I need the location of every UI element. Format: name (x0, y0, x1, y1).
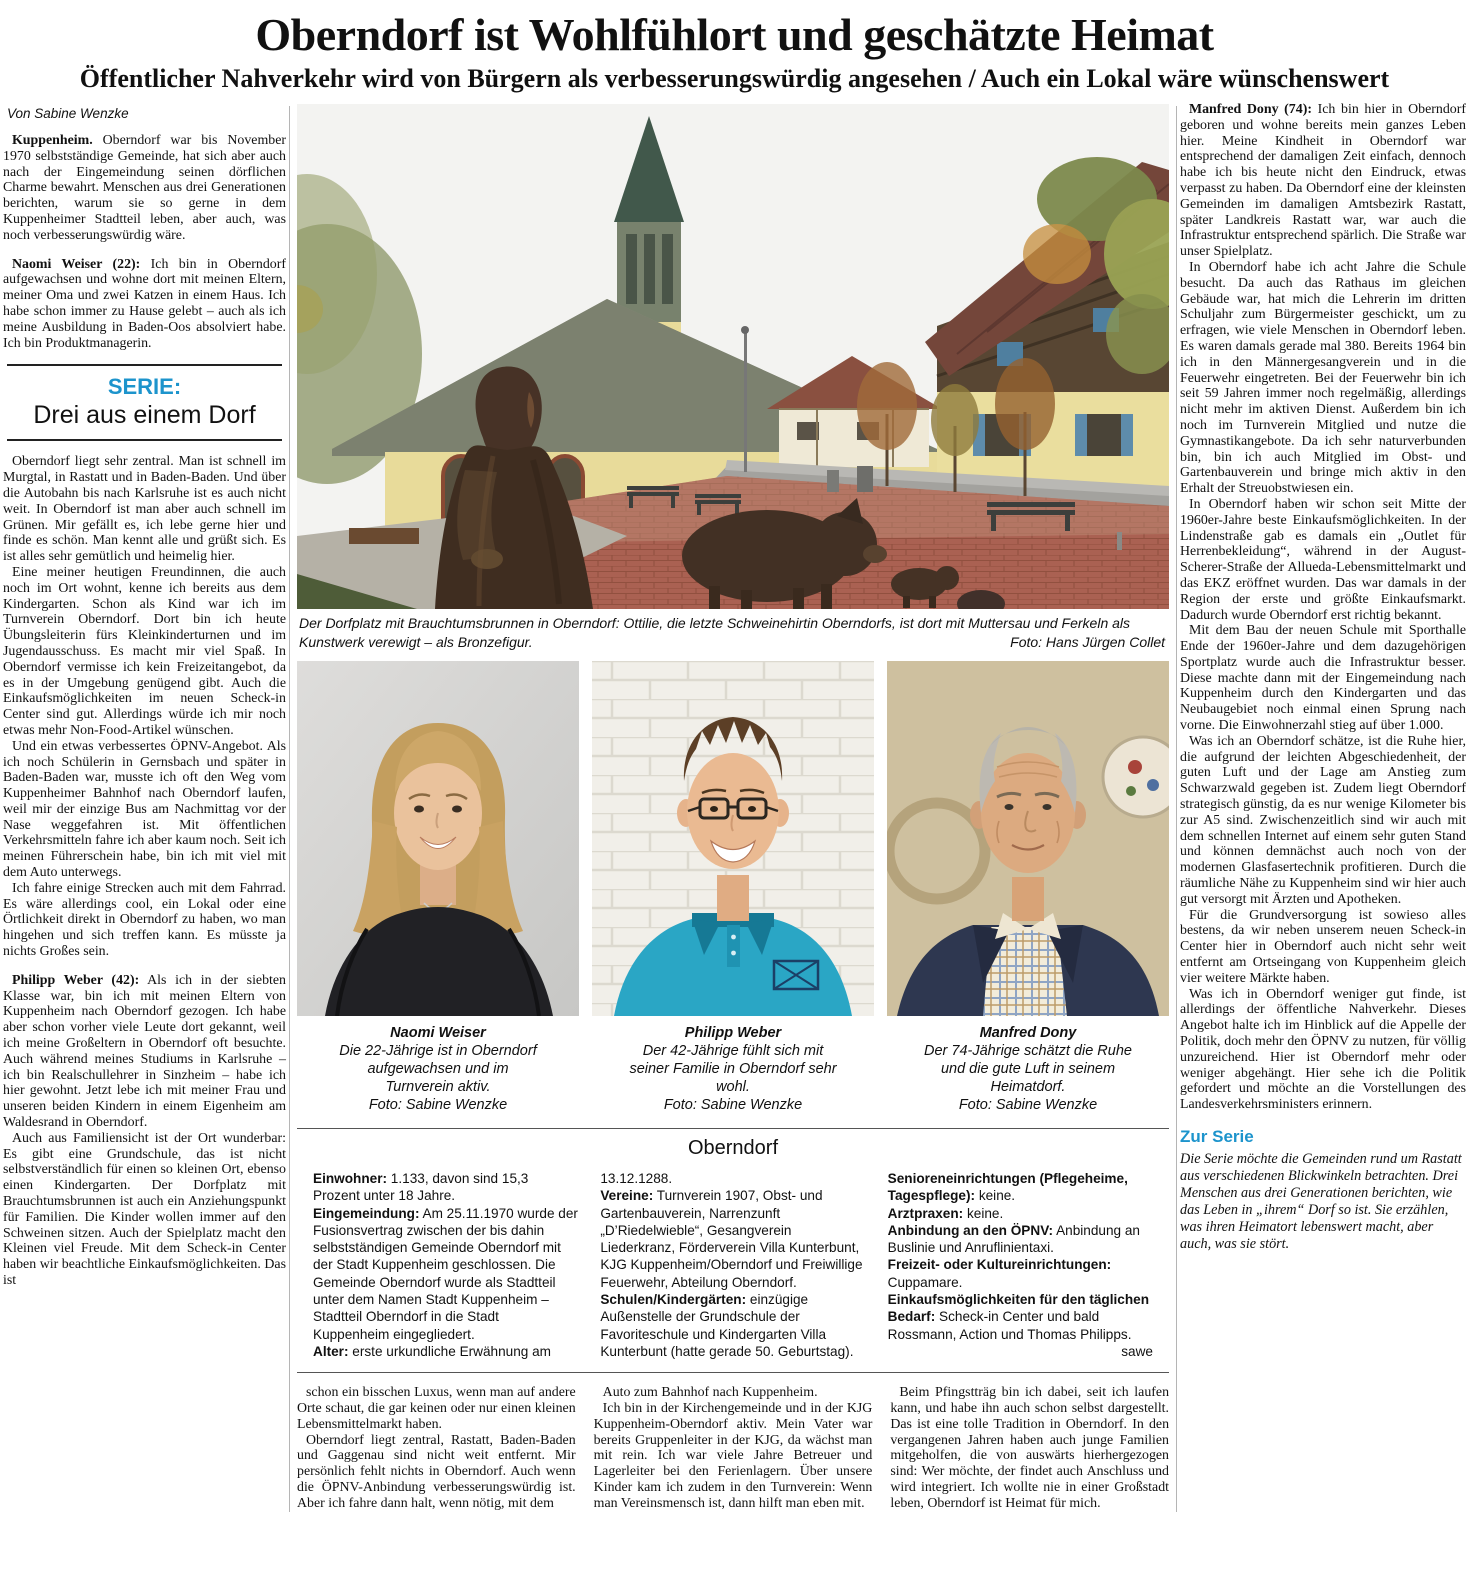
fact-entry: Einwohner: 1.133, davon sind 15,3 Prozent unter 18 Jahre. (313, 1171, 529, 1204)
right-column (1180, 102, 1466, 1512)
series-info-text: Die Serie möchte die Gemeinden rund um Rastatt aus verschiedenen Blickwinkeln betrachten. Drei Menschen aus drei Generationen berichten, wie das Leben in „ihrem“ Dorf so ist. Sie erzählen, was ihren Heimatort lebenswert macht, aber auch, was sie stört. (1180, 1151, 1462, 1252)
paragraph-lead: Philipp Weber (42): (12, 972, 140, 988)
fact-entry: 13.12.1288. (600, 1171, 673, 1186)
photo-credit: Foto: Hans Jürgen Collet (1002, 633, 1165, 652)
photo-caption-text: Der Dorfplatz mit Brauchtumsbrunnen in Oberndorf: Ottilie, die letzte Schweinehirtin Oberndorfs, ist dort mit Muttersau und Ferkeln als Kunstwerk verewigt – als Bronzefigur. (299, 615, 1131, 650)
article-paragraph: Philipp Weber (42): Als ich in der siebten Klasse war, bin ich mit meinen Eltern von Kuppenheim nach Oberndorf gezogen. Ich habe aber schon vorher viele Leute dort gekannt, weil ich meine Großeltern in Oberndorf oft besuchte. Auch während meines Studiums in Karlsruhe – ich bin Realschullehrer in Sinzheim – habe ich hier gewohnt. Jetzt lebe ich mit meiner Frau und unseren beiden Kindern in einem Eigenheim am Waldesrand in Oberndorf. (3, 972, 287, 1131)
fact-box-column (888, 1170, 1153, 1360)
fact-box-column (313, 1170, 578, 1360)
fact-entry: Einkaufsmöglichkeiten für den täglichen Bedarf: Scheck-in Center und bald Rossmann, Action und Thomas Philipps. sawe (887, 1292, 1153, 1359)
fact-box (297, 1128, 1169, 1373)
fact-entry: Arztpraxen: keine. (887, 1205, 1004, 1221)
photo-caption (299, 614, 1167, 651)
article-paragraph: In Oberndorf haben wir schon seit Mitte der 1960er-Jahre beste Einkaufsmöglichkeiten. In der Lindenstraße gab es damals ein „Outlet für Herrenbekleidung“, während in der August-Scherer-Straße der Allueda-Lebensmittelmarkt und das EKZ eröffnet wurden. Das war damals in der Region der erste und größte Einkaufsmarkt. Dadurch wurde Oberndorf erst richtig bekannt. (1180, 496, 1466, 623)
portrait-caption-text: Die 22-Jährige ist in Oberndorf aufgewachsen und im Turnverein aktiv. (339, 1043, 537, 1095)
portrait-name: Manfred Dony (979, 1025, 1077, 1041)
portrait-caption-row (297, 1024, 1169, 1114)
portrait-caption (887, 1024, 1169, 1114)
fact-entry: Alter: erste urkundliche Erwähnung am (313, 1343, 552, 1359)
portrait-caption (297, 1024, 579, 1114)
subheadline: Öffentlicher Nahverkehr wird von Bürgern als verbesserungswürdig angesehen / Auch ein Lokal wäre wünschenswert (79, 64, 1390, 93)
article-body (0, 102, 1469, 1512)
continuation-column (297, 1385, 576, 1511)
portrait-credit: Foto: Sabine Wenzke (663, 1097, 803, 1113)
article-paragraph: In Oberndorf habe ich acht Jahre die Schule besucht. Da auch das Rathaus im gleichen Gebäude war, hat mich die Lehrerin im dritten Schuljahr zum Bürgermeister geschickt, um zu erfragen, wie viele Menschen in Oberndorf leben. Es waren damals gerade mal 380. Bereits 1964 bin ich in den Männergesangverein und in die Feuerwehr eingetreten. Bei der Feuerwehr bin ich seit 59 Jahren immer noch regelmäßig, allerdings nicht mehr im aktiven Dienst. Außerdem bin ich noch im Turnverein Mitglied und nutze die Gymnastikangebote. Da ich sehr naturverbunden bin, bin ich auch Mitglied im Obst- und Gartenbauverein und bringe mich aktiv in den Erhalt der Streuobstwiesen ein. (1180, 259, 1466, 497)
left-column (3, 102, 286, 1512)
village-square-photo (297, 104, 1169, 609)
series-title: Drei aus einem Dorf (33, 401, 256, 430)
article-paragraph: Ich bin in der Kirchengemeinde und in der KJG Kuppenheim-Oberndorf aktiv. Mein Vater war bereits Gruppenleiter in der KJG, da wächst man mit rein. Ich war viele Jahre Betreuer und Lagerleiter bei den Ferienlagern. Über unsere Kinder kam ich zudem in den Turnverein: Wenn man Vereinsmensch ist, dann hilft man eben mit. (593, 1401, 873, 1511)
portrait-photo-philipp-weber (592, 661, 874, 1016)
fact-entry: Eingemeindung: Am 25.11.1970 wurde der Fusionsvertrag zwischen der bis dahin selbstständigen Gemeinde Oberndorf mit der Stadt Kuppenheim geschlossen. Die Gemeinde Oberndorf wurde als Stadtteil unter dem Namen Stadt Kuppenheim – Stadtteil Oberndorf in die Stadt Kuppenheim eingegliedert. (313, 1205, 578, 1342)
article-paragraph: Was ich an Oberndorf schätze, ist die Ruhe hier, die aufgrund der leichten Abgeschiedenheit, der guten Luft und der Lage am Anstieg zum Schwarzwald gegeben ist. Zudem liegt Oberndorf strategisch günstig, da es nur wenige Kilometer bis zur A5 sind. Zwischenzeitlich sind wir auch mit dem schnellen Internet auf einem sehr guten Stand und können demnächst auch noch von der modernen Glasfasertechnik profitieren. Durch die räumliche Nähe zu Kuppenheim sind wir hier auch gut versorgt mit Ärzten und Apotheken. (1180, 733, 1466, 907)
portrait-caption (592, 1024, 874, 1114)
article-paragraph: Und ein etwas verbessertes ÖPNV-Angebot. Als ich noch Schülerin in Gernsbach und später in Baden-Baden war, musste ich oft den Weg vom Kuppenheimer Bahnhof nach Oberndorf laufen, weil mir der einzige Bus am Nachmittag vor der Nase weggefahren ist. Mit öffentlichen Verkehrsmitteln fahre ich aber kaum noch. Seit ich meinen Führerschein habe, bin ich mit viel mit dem Auto unterwegs. (3, 738, 286, 881)
fact-entry: Freizeit- oder Kultureinrichtungen: Cuppamare. (887, 1257, 1112, 1290)
article-paragraph: Kuppenheim. Oberndorf war bis November 1970 selbstständige Gemeinde, hat sich aber auch nach der Eingemeindung seinen dörflichen Charme bewahrt. Menschen aus drei Generationen berichten, warum sie so gerne in dem Kuppenheimer Stadtteil leben, aber auch, was noch verbesserungswürdig wäre. (3, 133, 286, 243)
fact-box-credit: sawe (1121, 1343, 1153, 1359)
article-paragraph: Oberndorf liegt sehr zentral. Man ist schnell im Murgtal, in Rastatt und in Baden-Baden. Und über die Autobahn bis nach Karlsruhe ist es auch nicht weit. In Oberndorf ist man aber auch schnell im Grünen. Mir gefällt es, ich lebe gerne hier und finde es schön. Man kennt alle und grüßt sich. Es ist alles sehr gemütlich und heimelig hier. (3, 454, 286, 565)
article-paragraph: Für die Grundversorgung ist sowieso alles bestens, da wir neben unserem neuen Scheck-in Center hier in Oberndorf auch nicht sehr weit entfernt am Ortseingang von Kuppenheim gleich vier weitere Märkte haben. (1180, 907, 1466, 986)
article-paragraph: Manfred Dony (74): Ich bin hier in Oberndorf geboren und wohne bereits mein ganzes Leben hier. Meine Kindheit in Oberndorf war entsprechend der damaligen Zeit einfach, dennoch habe ich bis heute nicht den Eindruck, etwas verpasst zu haben. Da Oberndorf eine der kleinsten Gemeinden im damaligen Amtsbezirk Rastatt, später Landkreis Rastatt war, war auch die Infrastruktur entsprechend spärlich. Die Straße war unser Spielplatz. (1180, 102, 1466, 260)
headline: Oberndorf ist Wohlfühlort und geschätzte Heimat (255, 9, 1214, 60)
column-separator (1176, 106, 1177, 1512)
fact-box-column (600, 1170, 865, 1360)
article-paragraph: Eine meiner heutigen Freundinnen, die auch noch im Ort wohnt, kenne ich bereits aus dem Kindergarten. Schon als Kind war ich im Turnverein Oberndorf. Dort bin ich heute Übungsleiterin fürs Kleinkinderturnen und im Jugendausschuss. Es macht mir viel Spaß. In Oberndorf vermisse ich kein Freizeitangebot, da es in der Umgebung genügend gibt. Auch die Einkaufsmöglichkeiten im neuen Scheck-in Center sind gut. Allerdings würde ich mir noch etwas mehr Non-Food-Artikel wünschen. (3, 564, 286, 738)
portrait-name: Naomi Weiser (390, 1025, 486, 1041)
article-paragraph: Naomi Weiser (22): Ich bin in Oberndorf aufgewachsen und wohne dort mit meinen Eltern, meiner Oma und zwei Katzen in einem Haus. Ich habe schon immer zu Hause gelebt – auch als ich meine Ausbildung in Baden-Oos absolviert habe. Ich bin Produktmanagerin. (3, 256, 286, 351)
fact-entry: Anbindung an den ÖPNV: Anbindung an Buslinie und Anruflinientaxi. (887, 1222, 1140, 1256)
article-paragraph: Beim Pfingstträg bin ich dabei, seit ich laufen kann, und habe ihn auch schon selbst dargestellt. Das ist eine tolle Tradition in Oberndorf. In den vergangenen Jahren haben auch junge Familien mitgeholfen, die von auswärts hierhergezogen sind: Wer möchte, der findet auch Anschluss und wird integriert. Ich wollte nie in einer Großstadt leben, Oberndorf ist Heimat für mich. (890, 1385, 1170, 1511)
series-info-heading: Zur Serie (1180, 1127, 1254, 1146)
article-paragraph: Ich fahre einige Strecken auch mit dem Fahrrad. Es wäre allerdings cool, ein Lokal oder eine Örtlichkeit direkt in Oberndorf zu haben, wo man hingehen und sich treffen kann. Es müsste ja nichts Großes sein. (3, 880, 286, 960)
portrait-caption-text: Der 42-Jährige fühlt sich mit seiner Familie in Oberndorf sehr wohl. (629, 1043, 837, 1095)
series-label: SERIE: (107, 374, 182, 400)
fact-entry: Senioreneinrichtungen (Pflegeheime, Tagespflege): keine. (887, 1171, 1128, 1204)
article-paragraph: Auch aus Familiensicht ist der Ort wunderbar: Es gibt eine Grundschule, das ist nicht selbstverständlich für einen so kleinen Ort, ebenso einen Kindergarten. Der Dorfplatz mit Brauchtumsbrunnen ist auch ein Anziehungspunkt für Familien. Die Kinder wollen immer auf den Schweinen sitzen. Auch der Spielplatz macht den Kleinen viel Freude. Mit dem Scheck-in Center haben wir beachtliche Einkaufsmöglichkeiten. Das ist (3, 1130, 286, 1288)
column-separator (289, 106, 290, 1512)
portrait-credit: Foto: Sabine Wenzke (368, 1097, 508, 1113)
portrait-credit: Foto: Sabine Wenzke (958, 1097, 1098, 1113)
portrait-row (297, 661, 1169, 1016)
paragraph-lead: Naomi Weiser (22): (12, 256, 141, 272)
byline: Von Sabine Wenzke (7, 106, 129, 121)
paragraph-lead: Kuppenheim. (12, 133, 93, 148)
portrait-name: Philipp Weber (684, 1025, 782, 1041)
series-box (7, 364, 282, 441)
fact-entry: Vereine: Turnverein 1907, Obst- und Gartenbauverein, Narrenzunft „D’Riedelwieble“, Gesangverein Liederkranz, Förderverein Villa Kunterbunt, KJG Kuppenheim/Oberndorf und Freiwillige Feuerwehr, Abteilung Oberndorf. (600, 1188, 863, 1290)
portrait-photo-manfred-dony (887, 661, 1169, 1016)
fact-entry: Schulen/Kindergärten: einzügige Außenstelle der Grundschule der Favoriteschule und Kindergarten Villa Kunterbunt (hatte gerade 50. Geburtstag). (600, 1292, 854, 1359)
article-paragraph: Was ich in Oberndorf weniger gut finde, ist allerdings der öffentliche Nahverkehr. Dieses Angebot halte ich im Hinblick auf die Appelle der Politik, doch mehr den ÖPNV zu nutzen, für völlig unzureichend. Hier ist Oberndorf mehr oder weniger abgehängt. Hier sehe ich die Politik gefordert und möchte an die Vorstellungen des Landesverkehrsministers erinnern. (1180, 986, 1466, 1113)
portrait-caption-text: Der 74-Jährige schätzt die Ruhe und die gute Luft in seinem Heimatdorf. (924, 1043, 1132, 1095)
center-column (293, 102, 1173, 1512)
article-paragraph: Auto zum Bahnhof nach Kuppenheim. (602, 1385, 818, 1401)
fact-box-title: Oberndorf (687, 1137, 779, 1159)
continuation-column (890, 1385, 1169, 1511)
article-paragraph: schon ein bisschen Luxus, wenn man auf andere Orte schaut, die gar keinen oder nur einen kleinen Lebensmittelmarkt haben. (297, 1385, 576, 1432)
article-paragraph: Mit dem Bau der neuen Schule mit Sporthalle Ende der 1960er-Jahre und dem dazugehörigen Sportplatz wurde auch die Infrastruktur besser. Diese machte dann mit der Eingemeindung nach Kuppenheim durch den Kindergarten und das Neubaugebiet noch einmal einen Sprung nach vorne. Die Einwohnerzahl stieg auf über 1.000. (1180, 623, 1466, 734)
portrait-photo-naomi-weiser (297, 661, 579, 1016)
paragraph-lead: Manfred Dony (74): (1189, 102, 1312, 117)
continuation-column (594, 1385, 873, 1511)
article-paragraph: Oberndorf liegt zentral, Rastatt, Baden-Baden und Gaggenau sind nicht weit entfernt. Mir persönlich fehlt nichts in Oberndorf. Auch wenn die ÖPNV-Anbindung verbesserungswürdig ist. Aber ich fahre dann halt, wenn nötig, mit dem (297, 1432, 576, 1511)
continuation-columns (297, 1385, 1169, 1511)
